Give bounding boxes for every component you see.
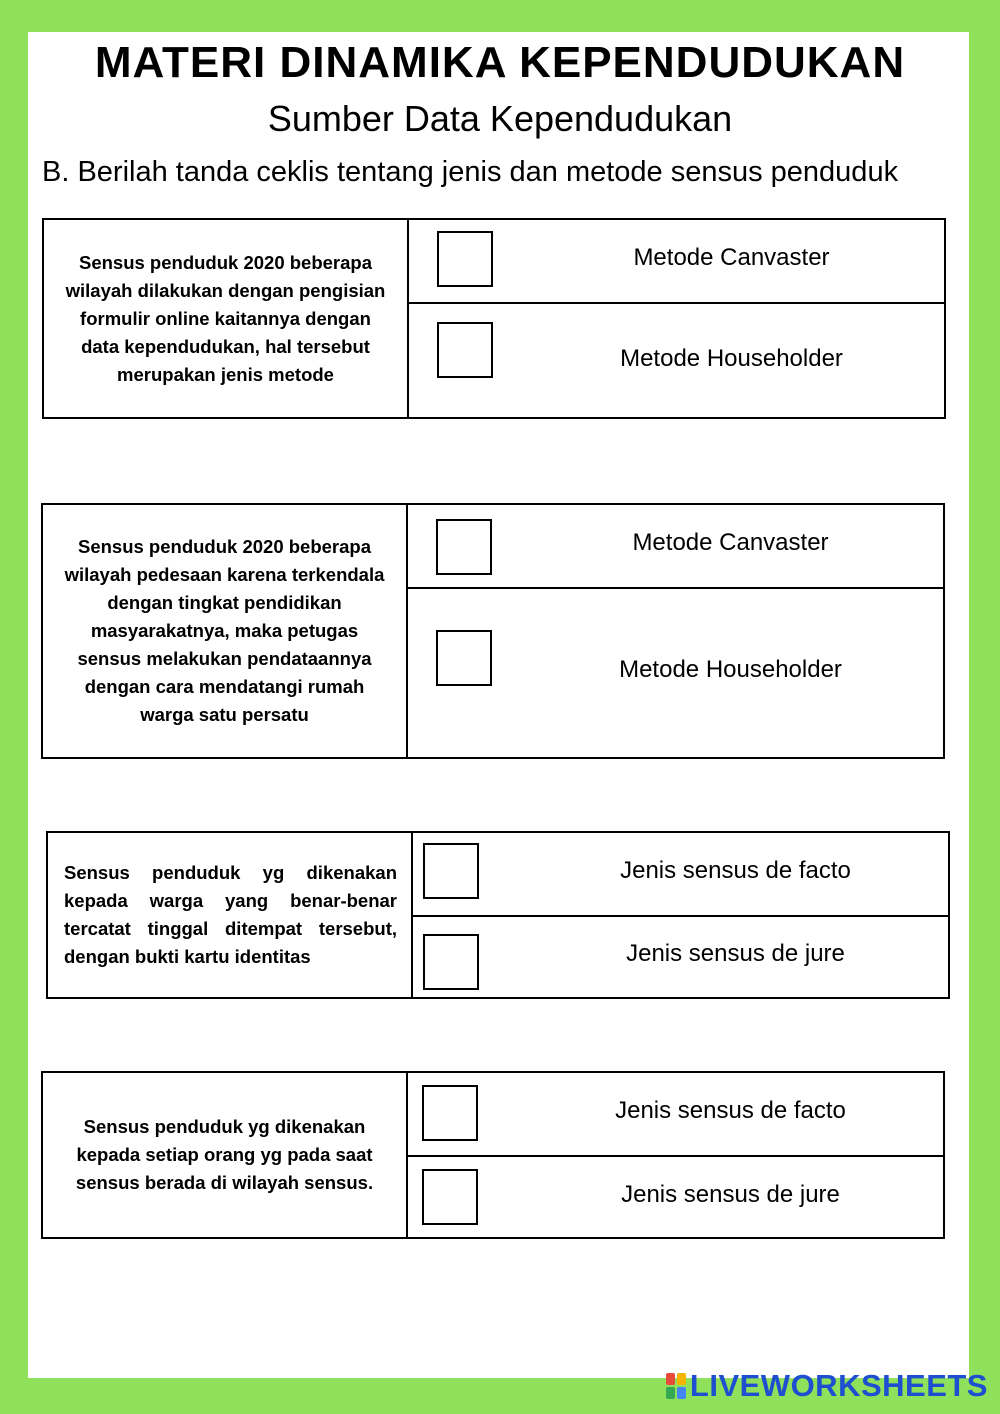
liveworksheets-logo[interactable] — [666, 1368, 988, 1404]
option-row — [408, 505, 943, 589]
question-table-1 — [42, 218, 946, 419]
option-label: Metode Canvaster — [633, 244, 830, 271]
page-subtitle: Sumber Data Kependudukan — [267, 98, 733, 139]
question-text: Sensus penduduk 2020 beberapa wilayah pedesaan karena terkendala dengan tingkat pendidikan masyarakatnya, maka petugas sensus melakukan pendataannya dengan cara mendatangi rumah warga satu persatu — [43, 505, 408, 757]
question-text: Sensus penduduk yg dikenakan kepada setiap orang yg pada saat sensus berada di wilayah sensus. — [43, 1073, 408, 1237]
option-row — [409, 220, 944, 304]
question-table-4 — [41, 1071, 945, 1239]
option-label: Jenis sensus de facto — [615, 1097, 846, 1124]
checkbox[interactable] — [423, 934, 479, 990]
option-row — [408, 1073, 943, 1157]
option-row — [413, 917, 948, 997]
checkbox[interactable] — [437, 322, 493, 378]
checkbox[interactable] — [436, 519, 492, 575]
checkbox[interactable] — [437, 231, 493, 287]
instruction-text: B. Berilah tanda ceklis tentang jenis dan metode sensus penduduk — [42, 156, 899, 188]
brand-logo-icon — [666, 1373, 686, 1399]
option-row — [409, 304, 944, 417]
question-table-2 — [41, 503, 945, 759]
option-label: Metode Householder — [619, 656, 842, 683]
option-row — [408, 589, 943, 757]
option-label: Metode Householder — [620, 345, 843, 372]
question-table-3 — [46, 831, 950, 999]
page-title: MATERI DINAMIKA KEPENDUDUKAN — [94, 38, 906, 87]
question-text: Sensus penduduk 2020 beberapa wilayah dilakukan dengan pengisian formulir online kaitannya dengan data kependudukan, hal tersebut merupakan jenis metode — [44, 220, 409, 417]
checkbox[interactable] — [436, 630, 492, 686]
checkbox[interactable] — [422, 1169, 478, 1225]
option-label: Metode Canvaster — [632, 529, 829, 556]
checkbox[interactable] — [423, 843, 479, 899]
option-label: Jenis sensus de jure — [621, 1181, 840, 1208]
option-row — [408, 1157, 943, 1237]
question-text: Sensus penduduk yg dikenakan kepada warga yang benar-benar tercatat tinggal ditempat tersebut, dengan bukti kartu identitas — [48, 833, 413, 997]
checkbox[interactable] — [422, 1085, 478, 1141]
brand-name: LIVEWORKSHEETS — [689, 1368, 988, 1403]
option-row — [413, 833, 948, 917]
option-label: Jenis sensus de facto — [620, 857, 851, 884]
option-label: Jenis sensus de jure — [626, 940, 845, 967]
